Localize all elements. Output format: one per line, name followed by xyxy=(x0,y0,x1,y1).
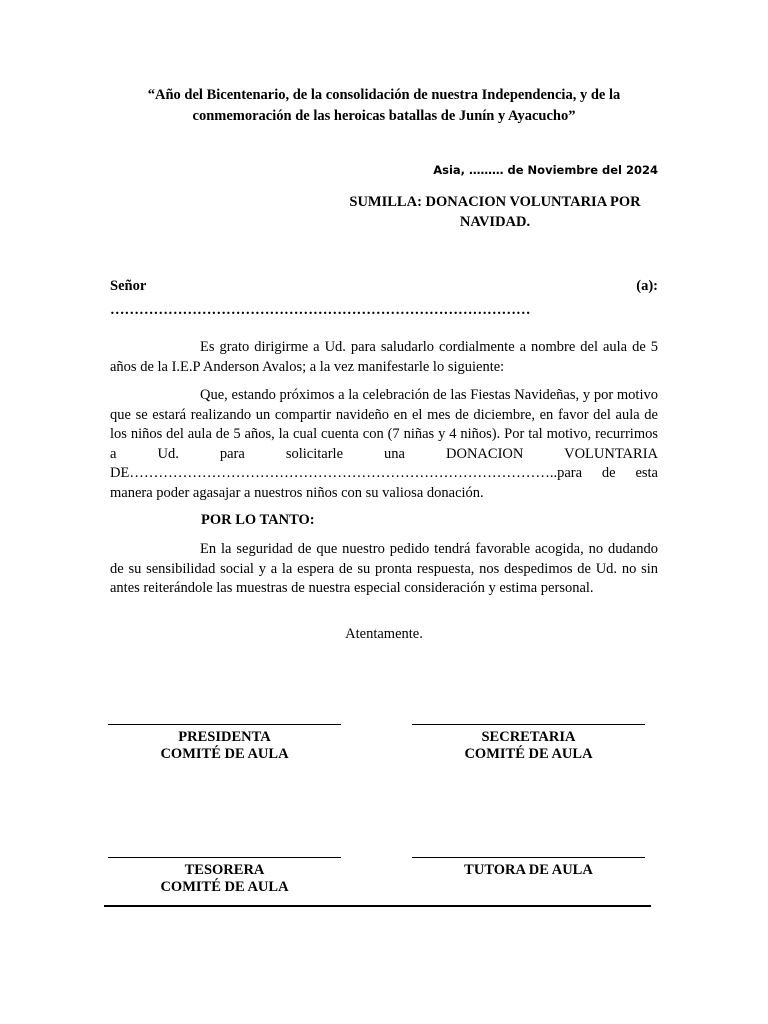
header-line-1: “Año del Bicentenario, de la consolidación de nuestra Independencia, y de la xyxy=(147,87,621,103)
signature-role: TESORERA xyxy=(184,862,265,878)
salutation-right: (a): xyxy=(636,278,658,294)
document-header xyxy=(100,85,668,127)
por-lo-tanto-heading: POR LO TANTO: xyxy=(201,512,315,528)
paragraph-intro: Es grato dirigirme a Ud. para saludarlo cordialmente a nombre del aula de 5 años de la I.E.P Anderson Avalos; a la vez manifestarle lo siguiente: xyxy=(110,339,658,375)
signature-role: SECRETARIA xyxy=(481,729,576,745)
salutation xyxy=(110,278,658,295)
signature-line-tutora xyxy=(412,857,645,858)
header-line-2: conmemoración de las heroicas batallas de Junín y Ayacucho” xyxy=(192,108,576,124)
bottom-rule xyxy=(104,905,651,907)
signature-tutora xyxy=(412,862,645,879)
signature-line-tesorera xyxy=(108,857,341,858)
signature-role: TUTORA DE AULA xyxy=(464,862,593,878)
paragraph-request: Que, estando próximos a la celebración de las Fiestas Navideñas, y por motivo que se estará realizando un compartir navideño en el mes de diciembre, en favor del aula de los niños del aula de 5 años, la cual cuenta con (7 niñas y 4 niños). Por tal motivo, recurrimos a Ud. para solicitarle una DONACION VOLUNTARIA DE……………………………………………………………………………..para de esta manera poder agasajar a nuestros niños con su valiosa donación. xyxy=(110,387,658,501)
sumilla-line-2: NAVIDAD. xyxy=(459,214,531,230)
sumilla-line-1: SUMILLA: DONACION VOLUNTARIA POR xyxy=(349,194,641,210)
recipient-dots: …………………………………………………………………………… xyxy=(110,302,531,318)
signature-org: COMITÉ DE AULA xyxy=(464,746,593,762)
signature-tesorera xyxy=(108,862,341,896)
signature-role: PRESIDENTA xyxy=(178,729,271,745)
signature-org: COMITÉ DE AULA xyxy=(160,879,289,895)
sumilla xyxy=(330,192,660,232)
signature-line-secretaria xyxy=(412,724,645,725)
paragraph-farewell: En la seguridad de que nuestro pedido tendrá favorable acogida, no dudando de su sensibilidad social y a la espera de su pronta respuesta, nos despedimos de Ud. no sin antes reiterándole las muestras de nuestra especial consideración y estima personal. xyxy=(110,541,658,596)
signature-presidenta xyxy=(108,729,341,763)
closing: Atentamente. xyxy=(345,626,423,642)
date-line: Asia, ……… de Noviembre del 2024 xyxy=(433,163,658,177)
signature-line-presidenta xyxy=(108,724,341,725)
salutation-left: Señor xyxy=(110,278,147,294)
signature-secretaria xyxy=(412,729,645,763)
signature-org: COMITÉ DE AULA xyxy=(160,746,289,762)
